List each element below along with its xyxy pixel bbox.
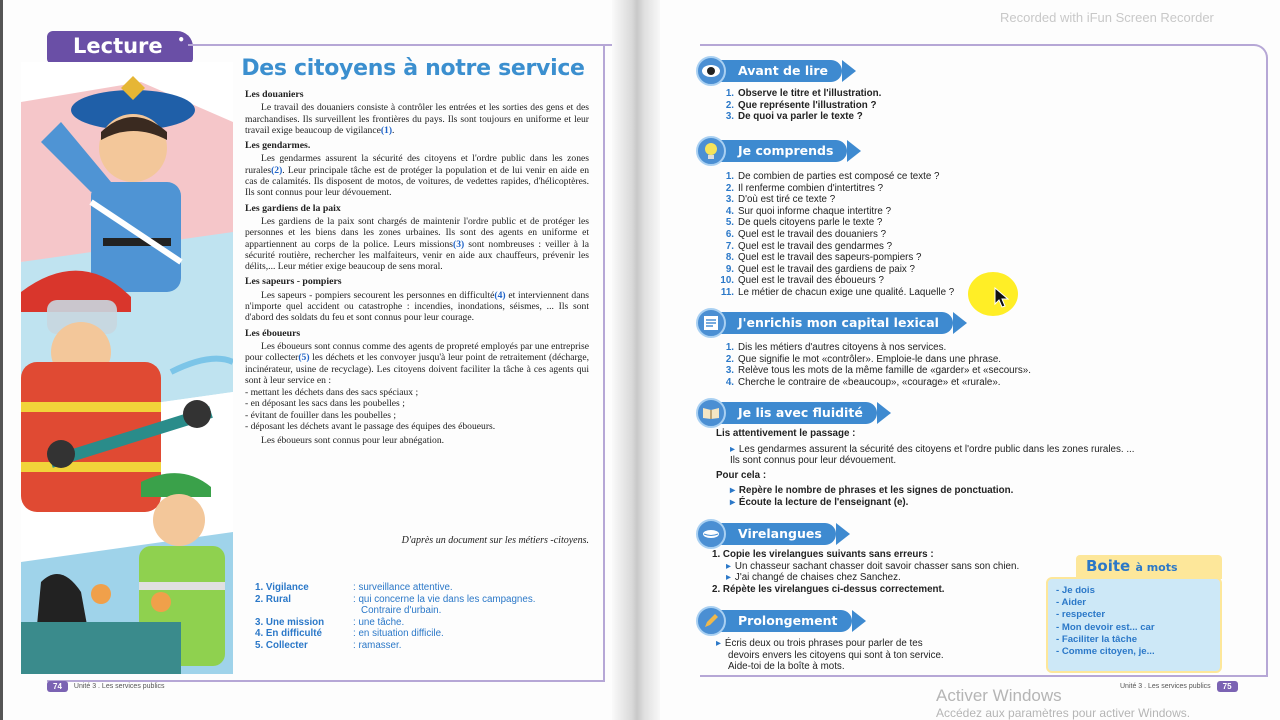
word-box-item: - Comme citoyen, je... xyxy=(1056,646,1155,658)
section-heading: Les douaniers xyxy=(245,89,304,100)
section-title: J'enrichis mon capital lexical xyxy=(712,312,953,334)
virelangue-line: ▸ Un chasseur sachant chasser doit savoir chasser sans son chien. xyxy=(726,560,1020,572)
question-item: 3. Relève tous les mots de la même famille de «garder» et «secours». xyxy=(725,365,1031,377)
fluidite-content xyxy=(716,428,1236,509)
question-item: 10. Quel est le travail des éboueurs ? xyxy=(720,275,884,287)
left-page xyxy=(0,0,618,720)
lexical-questions xyxy=(716,342,1236,388)
eye-icon xyxy=(696,56,726,86)
fluidite-label: Lis attentivement le passage : xyxy=(716,428,856,439)
glossary-row: 3. Une mission : une tâche. xyxy=(255,616,405,628)
section-paragraph: Les sapeurs - pompiers secourent les personnes en difficulté(4) et interviennent dans n'importe quel accident ou catastrophe : incendies, inondations, séismes, ... Ils sont d'abord des soldats du feu et sont connus pour leur courage. xyxy=(245,289,589,324)
page-frame-bottom xyxy=(700,675,1268,677)
activate-windows-title: Activer Windows xyxy=(936,686,1062,705)
lecture-tab-label: Lecture xyxy=(73,34,163,58)
cursor-highlight xyxy=(968,272,1018,316)
closing-sentence: Les éboueurs sont connus pour leur abnégation. xyxy=(261,435,445,447)
reading-title: Des citoyens à notre service xyxy=(241,56,585,81)
fluidite-passage-line2: Ils sont connus pour leur dévouement. xyxy=(730,455,897,467)
fluidite-item: ▸ Repère le nombre de phrases et les signes de ponctuation. xyxy=(730,485,1014,497)
section-heading: Les sapeurs - pompiers xyxy=(245,276,342,288)
prolongement-line: Aide-toi de la boîte à mots. xyxy=(728,661,845,673)
section-heading: Les gardiens de la paix xyxy=(245,202,341,214)
question-item: 7. Quel est le travail des gendarmes ? xyxy=(725,240,893,252)
lips-icon xyxy=(696,519,726,549)
avant-de-lire-questions xyxy=(716,88,1236,123)
virelangue-instruction: 1. Copie les virelangues suivants sans erreurs : xyxy=(712,549,934,560)
question-item: 5. De quels citoyens parle le texte ? xyxy=(725,217,883,229)
prolongement-content xyxy=(716,638,1036,673)
source-citation: D'après un document sur les métiers -citoyens. xyxy=(401,535,589,546)
dash-item: - mettant les déchets dans des sacs spéciaux ; xyxy=(245,387,419,399)
word-box-list xyxy=(1046,577,1222,673)
dash-item: - en déposant les sacs dans les poubelles ; xyxy=(245,398,405,410)
question-item: 2. Que signifie le mot «contrôler». Emploie-le dans une phrase. xyxy=(725,353,1002,365)
footer-unit-label: Unité 3 . Les services publics xyxy=(1120,683,1211,690)
glossary-row: 5. Collecter : ramasser. xyxy=(255,639,402,651)
glossary-row: 4. En difficulté : en situation difficile. xyxy=(255,628,444,640)
question-item: 1. De combien de parties est composé ce texte ? xyxy=(725,171,940,182)
section-title: Virelangues xyxy=(712,523,836,545)
section-heading: Les gendarmes. xyxy=(245,140,311,152)
book-gutter xyxy=(612,0,662,720)
word-box-title: Boite à mots xyxy=(1076,555,1222,579)
question-item: 11. Le métier de chacun exige une qualité. Laquelle ? xyxy=(720,286,955,298)
virelangue-instruction: 2. Répète les virelangues ci-dessus correctement. xyxy=(712,583,945,595)
question-item: 3. De quoi va parler le texte ? xyxy=(725,111,863,123)
section-title: Prolongement xyxy=(712,610,852,632)
glossary-row: 1. Vigilance : surveillance attentive. xyxy=(255,582,453,593)
word-box-item: - Mon devoir est... car xyxy=(1056,621,1155,633)
question-item: 1. Dis les métiers d'autres citoyens à nos services. xyxy=(725,342,947,353)
section-paragraph: Les gardiens de la paix sont chargés de maintenir l'ordre public et de protéger les personnes et les biens dans les zones urbaines. Ils sont des agents en uniforme et appartiennent au corps de la police. Leurs missions(3) sont nombreuses : veiller à la sécurité routière, rechercher les malfaiteurs, venir en aide aux chauffeurs, prévenir les délits,... Leur métier exige beaucoup de sens moral. xyxy=(245,215,589,273)
question-item: 2. Que représente l'illustration ? xyxy=(725,99,877,111)
page-frame-top xyxy=(188,44,613,46)
workers-illustration xyxy=(21,62,233,674)
right-page xyxy=(660,0,1280,720)
fluidite-item: ▸ Écoute la lecture de l'enseignant (e). xyxy=(730,496,909,508)
glossary-row: 2. Rural : qui concerne la vie dans les campagnes. xyxy=(255,593,536,605)
fluidite-passage: ▸ Les gendarmes assurent la sécurité des citoyens et l'ordre public dans les zones rurales. ... xyxy=(730,443,1135,455)
word-box-item: - Je dois xyxy=(1056,585,1095,596)
section-heading: Les éboueurs xyxy=(245,327,301,339)
reading-text xyxy=(245,88,589,451)
word-box xyxy=(1046,555,1224,673)
open-book-icon xyxy=(696,398,726,428)
question-item: 9. Quel est le travail des gardiens de paix ? xyxy=(725,263,915,275)
lightbulb-icon xyxy=(696,136,726,166)
section-title: Avant de lire xyxy=(712,60,842,82)
tab-star-icon: • xyxy=(177,33,185,47)
question-item: 4. Sur quoi informe chaque intertitre ? xyxy=(725,205,892,217)
recorder-watermark: Recorded with iFun Screen Recorder xyxy=(1000,10,1214,25)
question-item: 1. Observe le titre et l'illustration. xyxy=(725,88,882,99)
glossary xyxy=(255,582,595,652)
question-item: 4. Cherche le contraire de «beaucoup», «courage» et «rurale». xyxy=(725,376,1001,388)
word-box-item: - respecter xyxy=(1056,609,1106,621)
pencil-icon xyxy=(696,606,726,636)
section-paragraph: Les gendarmes assurent la sécurité des citoyens et l'ordre public dans les zones rurales(2). Leur principale tâche est de protéger la population et de lui venir en aide en cas de calamités. Ils disposent de motos, de voitures, de vedettes rapides, d'hélicoptères. Ils sont connus pour leur dévouement. xyxy=(245,153,589,199)
workers-illustration-svg xyxy=(21,62,233,674)
page-number: 74 xyxy=(47,681,68,692)
left-footer xyxy=(47,681,165,692)
section-paragraph: Les éboueurs sont connus comme des agents de propreté employés par une entreprise pour collecter(5) les déchets et les convoyer jusqu'à leur point de retraitement (décharge, incinérateur, usine de recyclage). Les citoyens doivent faciliter la tâche à ces agents qui sont à leur service en : xyxy=(245,340,589,386)
activate-windows-subtitle: Accédez aux paramètres pour activer Windows. xyxy=(936,706,1191,720)
word-box-item: - Faciliter la tâche xyxy=(1056,633,1138,645)
footer-unit-label: Unité 3 . Les services publics xyxy=(73,683,165,690)
section-title: Je comprends xyxy=(712,140,847,162)
glossary-row: Contraire d'urbain. xyxy=(361,605,442,617)
word-box-item: - Aider xyxy=(1056,597,1087,609)
dictionary-icon xyxy=(696,308,726,338)
virelangue-line: ▸ J'ai changé de chaises chez Sanchez. xyxy=(726,572,901,584)
dash-item: - évitant de fouiller dans les poubelles ; xyxy=(245,409,397,421)
right-footer xyxy=(1120,681,1238,692)
virelangues-content xyxy=(712,549,1052,595)
question-item: 3. D'où est tiré ce texte ? xyxy=(725,194,836,206)
section-title: Je lis avec fluidité xyxy=(712,402,877,424)
prolongement-line: devoirs envers les citoyens qui sont à ton service. xyxy=(728,649,944,661)
page-number: 75 xyxy=(1217,681,1238,692)
mouse-cursor-icon xyxy=(994,287,1010,309)
lecture-tab xyxy=(47,31,193,63)
dash-item: - déposant les déchets avant le passage des équipes des éboueurs. xyxy=(245,421,496,433)
question-item: 2. Il renferme combien d'intertitres ? xyxy=(725,182,884,194)
page-frame-right xyxy=(603,44,605,680)
question-item: 6. Quel est le travail des douaniers ? xyxy=(725,228,887,240)
fluidite-label: Pour cela : xyxy=(716,469,767,481)
question-item: 8. Quel est le travail des sapeurs-pompiers ? xyxy=(725,252,922,264)
section-paragraph: Le travail des douaniers consiste à contrôler les entrées et les sorties des gens et des marchandises. Ils surveillent les frontières du pays. Ils sont toujours en uniforme et leur travail exige beaucoup de vigilance(1). xyxy=(245,102,589,136)
prolongement-line: ▸ Écris deux ou trois phrases pour parler de tes xyxy=(716,638,923,649)
